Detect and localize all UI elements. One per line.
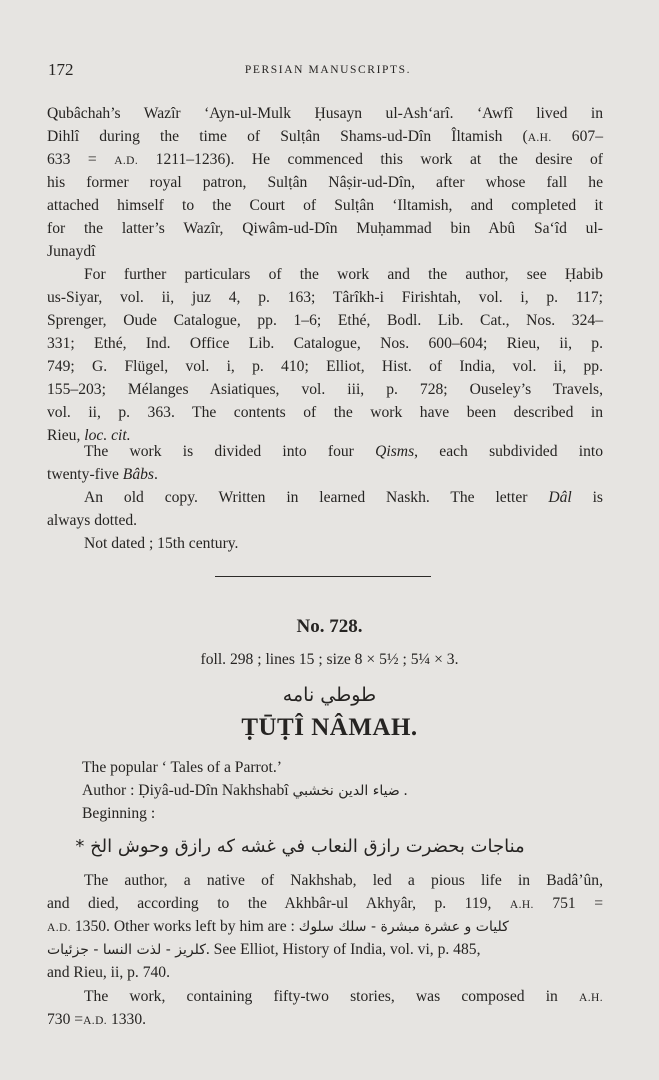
text-line: attached himself to the Court of Sulṭân ‘Iltamish, and completed it — [47, 197, 603, 214]
text-line: always dotted. — [47, 512, 138, 529]
text-line: Qubâchah’s Wazîr ‘Ayn-ul-Mulk Ḥusayn ul-Ash‘arî. ‘Awfî lived in — [47, 105, 603, 122]
text-line: 749; G. Flügel, vol. i, p. 410; Elliot, Hist. of India, vol. ii, pp. — [47, 358, 603, 375]
text-line: The author, a native of Nakhshab, led a pious life in Badâ’ûn, — [84, 872, 603, 889]
text-line: Rieu, loc. cit. — [47, 427, 131, 444]
text-line: Author : Ḍiyâ-ud-Dîn Nakhshabî ضياء الدين نخشبي . — [82, 782, 408, 799]
text-line: Not dated ; 15th century. — [84, 535, 239, 552]
manuscript-title: ṬŪṬÎ NÂMAH. — [241, 714, 418, 741]
text-line: 155–203; Mélanges Asiatiques, vol. iii, p. 728; Ouseley’s Travels, — [47, 381, 603, 398]
text-line: 730 =A.D. 1330. — [47, 1011, 147, 1028]
author-arabic: ضياء الدين نخشبي — [292, 783, 400, 799]
paragraph-references — [47, 263, 603, 447]
text-line: The work, containing fifty-two stories, was composed in A.H. — [84, 988, 603, 1005]
folio-description: foll. 298 ; lines 15 ; size 8 × 5½ ; 5¼ × 3. — [200, 651, 459, 668]
description-block — [82, 756, 602, 825]
text-line: 633 = A.D. 1211–1236). He commenced this work at the desire of — [47, 151, 603, 168]
running-header — [48, 60, 608, 84]
text-line: his former royal patron, Sulṭân Nâṣir-ud-Dîn, after whose fall he — [47, 174, 603, 191]
paragraph-author — [47, 869, 603, 984]
text-line: twenty-five Bâbs. — [47, 466, 158, 483]
text-line: An old copy. Written in learned Naskh. The letter Dâl is — [84, 489, 603, 506]
text-line: 331; Ethé, Ind. Office Lib. Catalogue, Nos. 600–604; Rieu, ii, p. — [47, 335, 603, 352]
text-line: The popular ‘ Tales of a Parrot.’ — [82, 759, 282, 776]
text-line: vol. ii, p. 363. The contents of the work have been described in — [47, 404, 603, 421]
running-title: PERSIAN MANUSCRIPTS. — [244, 64, 412, 76]
text-line: for the latter’s Wazîr, Qiwâm-ud-Dîn Muḥammad bin Abû Sa‘îd ul- — [47, 220, 603, 237]
arabic-title: طوطي نامه — [282, 684, 377, 706]
text-line: The work is divided into four Qisms, each subdivided into — [84, 443, 603, 460]
section-divider — [215, 576, 431, 577]
text-line: Sprenger, Oude Catalogue, pp. 1–6; Ethé, Bodl. Lib. Cat., Nos. 324– — [47, 312, 603, 329]
text-line: A.D. 1350. Other works left by him are : كليات و عشرة مبشرة - سلك سلوك — [47, 918, 509, 935]
paragraph-division — [47, 440, 603, 555]
text-line: For further particulars of the work and the author, see Ḥabib — [84, 266, 603, 283]
text-line: Beginning : — [82, 805, 156, 822]
text-line: and Rieu, ii, p. 740. — [47, 964, 171, 981]
text-line: كلريز - لذت النسا - جزئيات. See Elliot, History of India, vol. vi, p. 485, — [47, 941, 481, 958]
beginning-arabic: مناجات بحضرت رازق النعاب في غشه كه رازق وحوش الخ * — [75, 836, 525, 857]
text-line: and died, according to the Akhbâr-ul Akhyâr, p. 119, A.H. 751 = — [47, 895, 603, 912]
text-line: Dihlî during the time of Sulṭân Shams-ud-Dîn Îltamish (A.H. 607– — [47, 128, 603, 145]
entry-number: No. 728. — [296, 616, 363, 637]
text-line: Junaydî — [47, 243, 96, 260]
paragraph-continuation — [47, 102, 603, 263]
page-number: 172 — [48, 60, 74, 79]
text-line: us-Siyar, vol. ii, juz 4, p. 163; Târîkh-i Firishtah, vol. i, p. 117; — [47, 289, 603, 306]
paragraph-composition — [47, 985, 603, 1031]
